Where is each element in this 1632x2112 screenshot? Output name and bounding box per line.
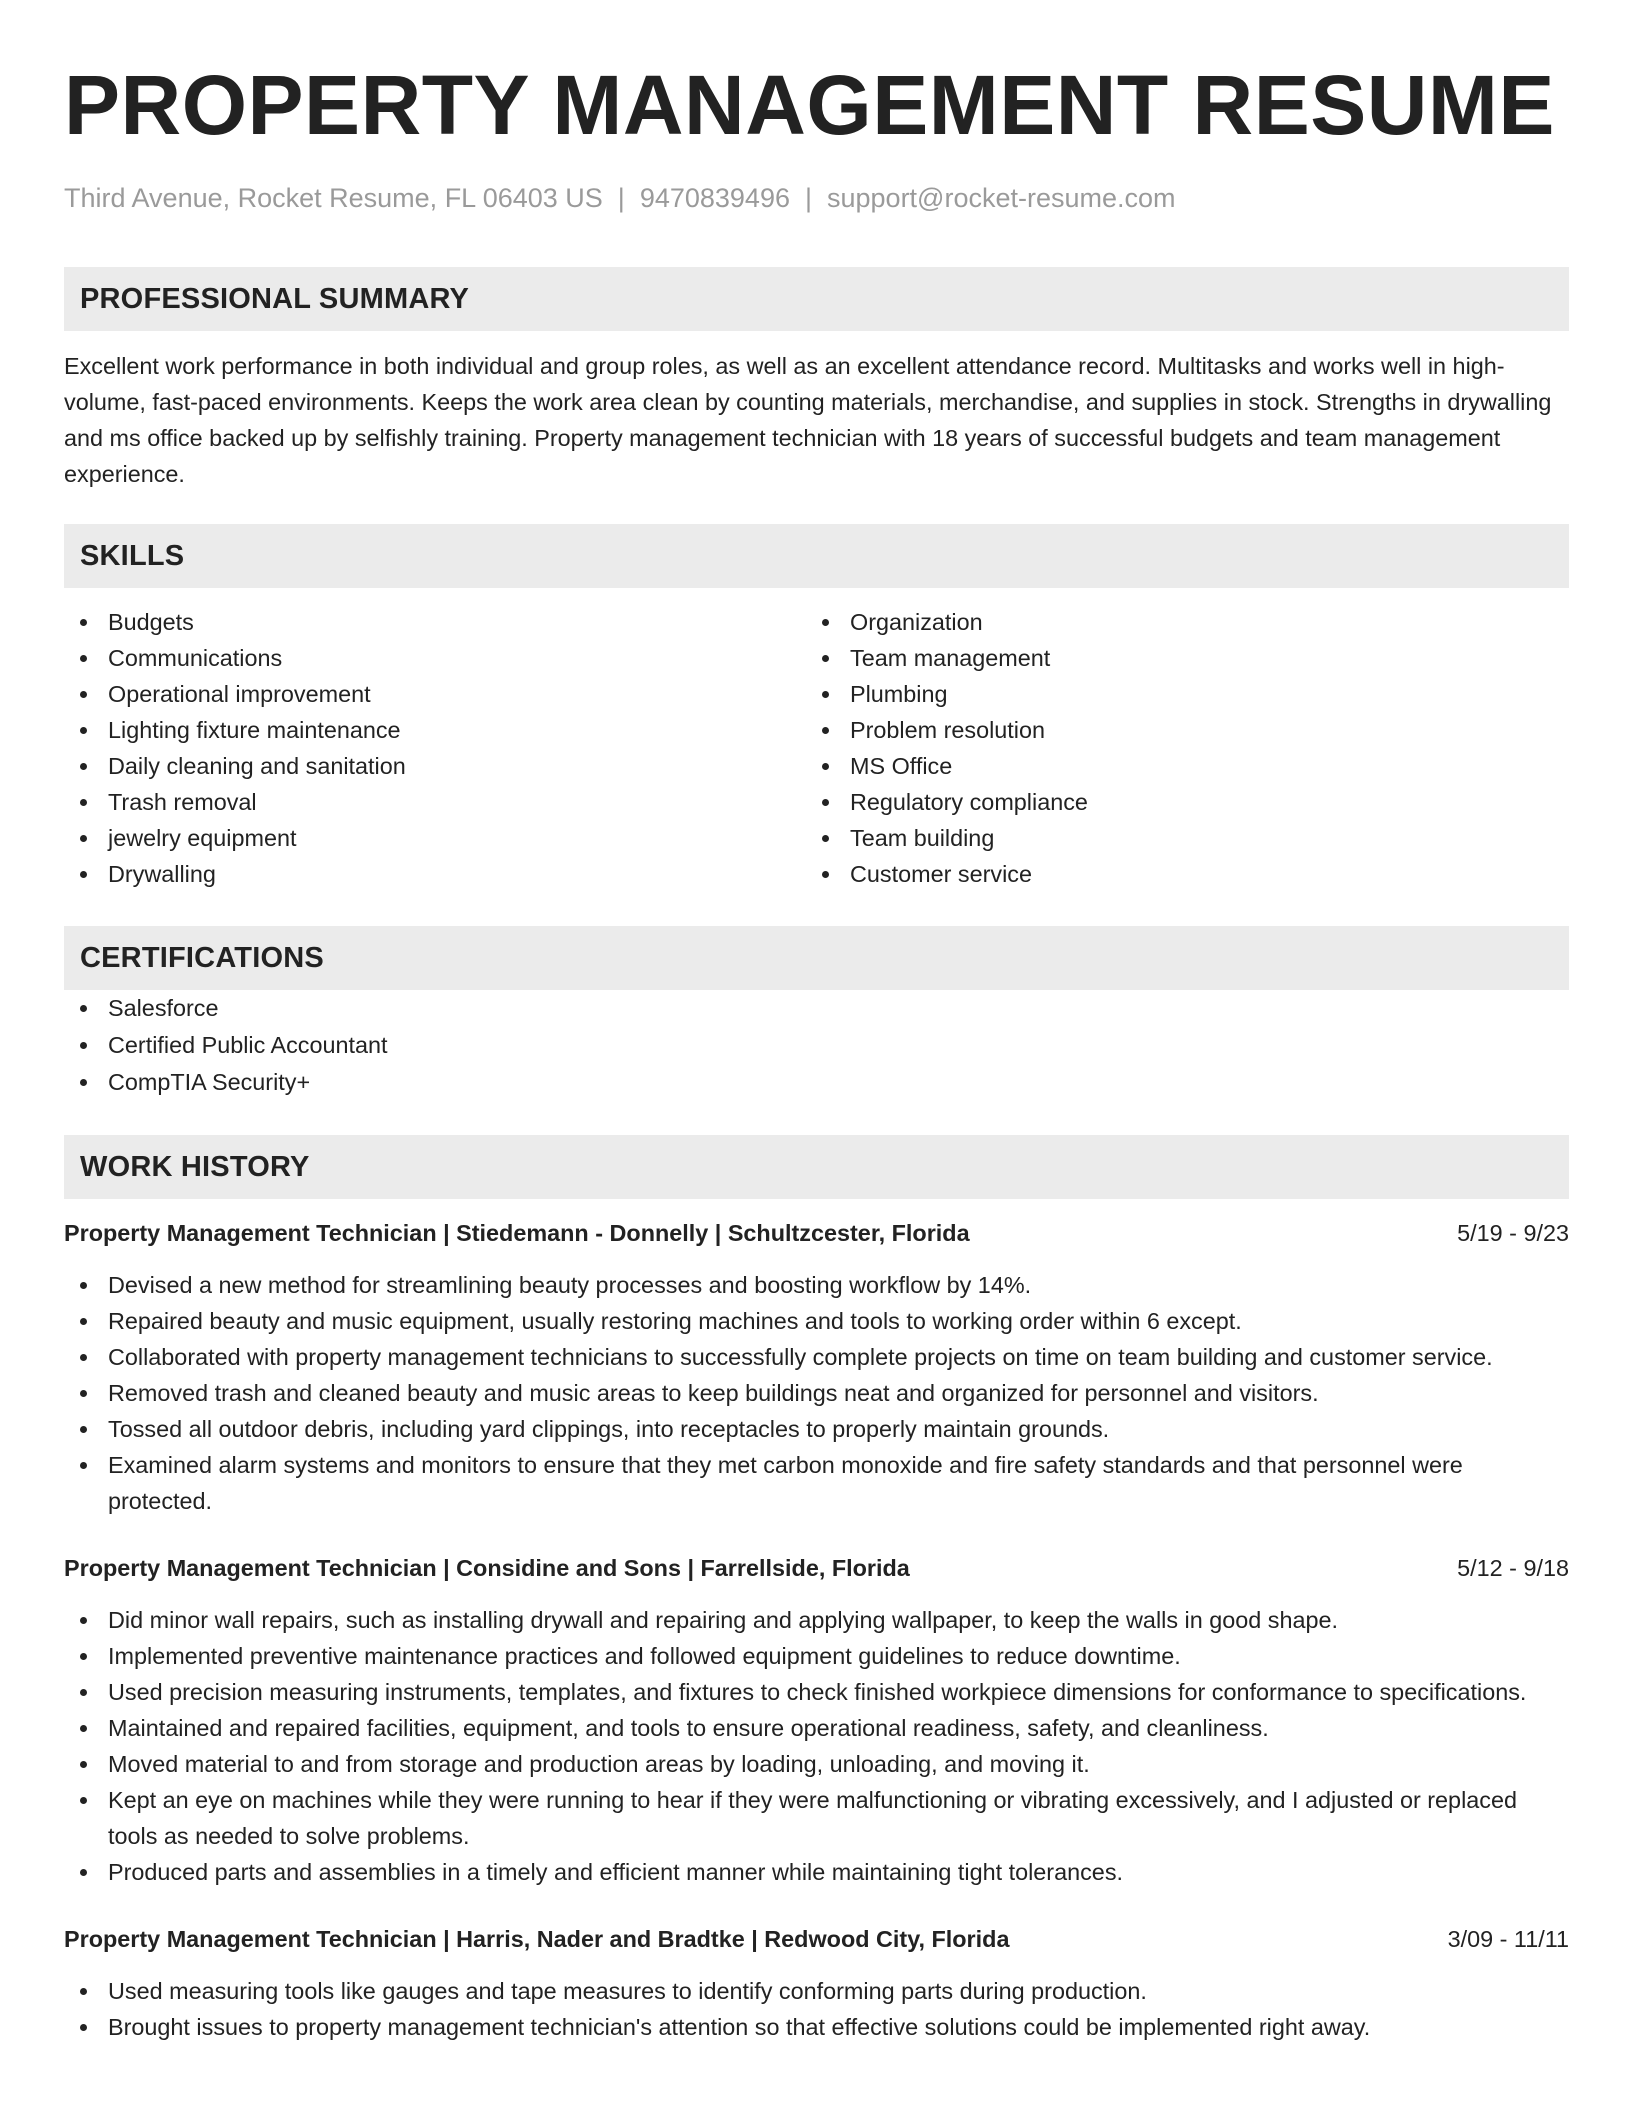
- job-header: [64, 1921, 1569, 1957]
- contact-line: [64, 181, 1569, 215]
- job-bullet: Repaired beauty and music equipment, usually restoring machines and tools to working order within 6 except.: [64, 1303, 1569, 1339]
- skill-item: Daily cleaning and sanitation: [64, 748, 806, 784]
- job-bullets: [64, 1973, 1569, 2045]
- job-dates: 3/09 - 11/11: [1447, 1926, 1569, 1952]
- job-title: Property Management Technician | Harris, Nader and Bradtke | Redwood City, Florida: [64, 1926, 1010, 1952]
- skill-item: Operational improvement: [64, 676, 806, 712]
- contact-separator: |: [804, 183, 812, 213]
- job-header: [64, 1215, 1569, 1251]
- summary-section: [64, 267, 1569, 492]
- work-history-heading: WORK HISTORY: [64, 1135, 1569, 1199]
- skill-item: Plumbing: [806, 676, 1548, 712]
- skills-grid: [64, 604, 1569, 892]
- certification-item: Certified Public Accountant: [64, 1027, 1569, 1064]
- job-bullet: Moved material to and from storage and production areas by loading, unloading, and moving it.: [64, 1746, 1569, 1782]
- contact-separator: |: [617, 183, 625, 213]
- skill-item: Customer service: [806, 856, 1548, 892]
- skill-item: Regulatory compliance: [806, 784, 1548, 820]
- skill-item: Communications: [64, 640, 806, 676]
- skill-item: Team building: [806, 820, 1548, 856]
- certifications-list: [64, 990, 1569, 1101]
- skill-item: Drywalling: [64, 856, 806, 892]
- summary-heading: PROFESSIONAL SUMMARY: [64, 267, 1569, 331]
- skill-item: Budgets: [64, 604, 806, 640]
- skills-section: [64, 524, 1569, 892]
- skill-item: Trash removal: [64, 784, 806, 820]
- job-bullet: Used precision measuring instruments, templates, and fixtures to check finished workpiece dimensions for conformance to specifications.: [64, 1674, 1569, 1710]
- job-bullet: Removed trash and cleaned beauty and music areas to keep buildings neat and organized for personnel and visitors.: [64, 1375, 1569, 1411]
- job-bullet: Implemented preventive maintenance practices and followed equipment guidelines to reduce downtime.: [64, 1638, 1569, 1674]
- job-bullet: Tossed all outdoor debris, including yard clippings, into receptacles to properly maintain grounds.: [64, 1411, 1569, 1447]
- skills-column-right: [806, 604, 1548, 892]
- skill-item: Organization: [806, 604, 1548, 640]
- certifications-heading: CERTIFICATIONS: [64, 926, 1569, 990]
- contact-phone: 9470839496: [639, 183, 790, 213]
- job-title: Property Management Technician | Stiedemann - Donnelly | Schultzcester, Florida: [64, 1220, 970, 1246]
- job-entry: [64, 1550, 1569, 1890]
- certification-item: Salesforce: [64, 990, 1569, 1027]
- skills-heading: SKILLS: [64, 524, 1569, 588]
- job-bullet: Collaborated with property management technicians to successfully complete projects on time on team building and customer service.: [64, 1339, 1569, 1375]
- job-header: [64, 1550, 1569, 1586]
- job-bullet: Kept an eye on machines while they were running to hear if they were malfunctioning or vibrating excessively, and I adjusted or replaced tools as needed to solve problems.: [64, 1782, 1569, 1854]
- certifications-section: [64, 926, 1569, 1101]
- job-entry: [64, 1215, 1569, 1519]
- certification-item: CompTIA Security+: [64, 1064, 1569, 1101]
- job-dates: 5/19 - 9/23: [1457, 1220, 1569, 1246]
- skills-column-left: [64, 604, 806, 892]
- job-bullets: [64, 1602, 1569, 1890]
- skill-item: Problem resolution: [806, 712, 1548, 748]
- job-bullet: Brought issues to property management technician's attention so that effective solutions could be implemented right away.: [64, 2009, 1569, 2045]
- skill-item: MS Office: [806, 748, 1548, 784]
- summary-text: Excellent work performance in both individual and group roles, as well as an excellent attendance record. Multitasks and works well in high-volume, fast-paced environments. Keeps the work area clean by counting materials, merchandise, and supplies in stock. Strengths in drywalling and ms office backed up by selfishly training. Property management technician with 18 years of successful budgets and team management experience.: [64, 353, 1552, 487]
- skill-item: Team management: [806, 640, 1548, 676]
- job-bullet: Did minor wall repairs, such as installing drywall and repairing and applying wallpaper, to keep the walls in good shape.: [64, 1602, 1569, 1638]
- contact-address: Third Avenue, Rocket Resume, FL 06403 US: [64, 183, 603, 213]
- contact-email: support@rocket-resume.com: [827, 183, 1176, 213]
- job-bullet: Used measuring tools like gauges and tape measures to identify conforming parts during production.: [64, 1973, 1569, 2009]
- job-bullet: Produced parts and assemblies in a timely and efficient manner while maintaining tight tolerances.: [64, 1854, 1569, 1890]
- job-bullet: Devised a new method for streamlining beauty processes and boosting workflow by 14%.: [64, 1267, 1569, 1303]
- skill-item: Lighting fixture maintenance: [64, 712, 806, 748]
- job-bullet: Examined alarm systems and monitors to ensure that they met carbon monoxide and fire safety standards and that personnel were protected.: [64, 1447, 1569, 1519]
- skill-item: jewelry equipment: [64, 820, 806, 856]
- job-bullet: Maintained and repaired facilities, equipment, and tools to ensure operational readiness, safety, and cleanliness.: [64, 1710, 1569, 1746]
- job-bullets: [64, 1267, 1569, 1519]
- job-dates: 5/12 - 9/18: [1457, 1555, 1569, 1581]
- resume-title: PROPERTY MANAGEMENT RESUME: [64, 58, 1555, 152]
- job-title: Property Management Technician | Considine and Sons | Farrellside, Florida: [64, 1555, 910, 1581]
- job-entry: [64, 1921, 1569, 2045]
- work-history-section: [64, 1135, 1569, 2045]
